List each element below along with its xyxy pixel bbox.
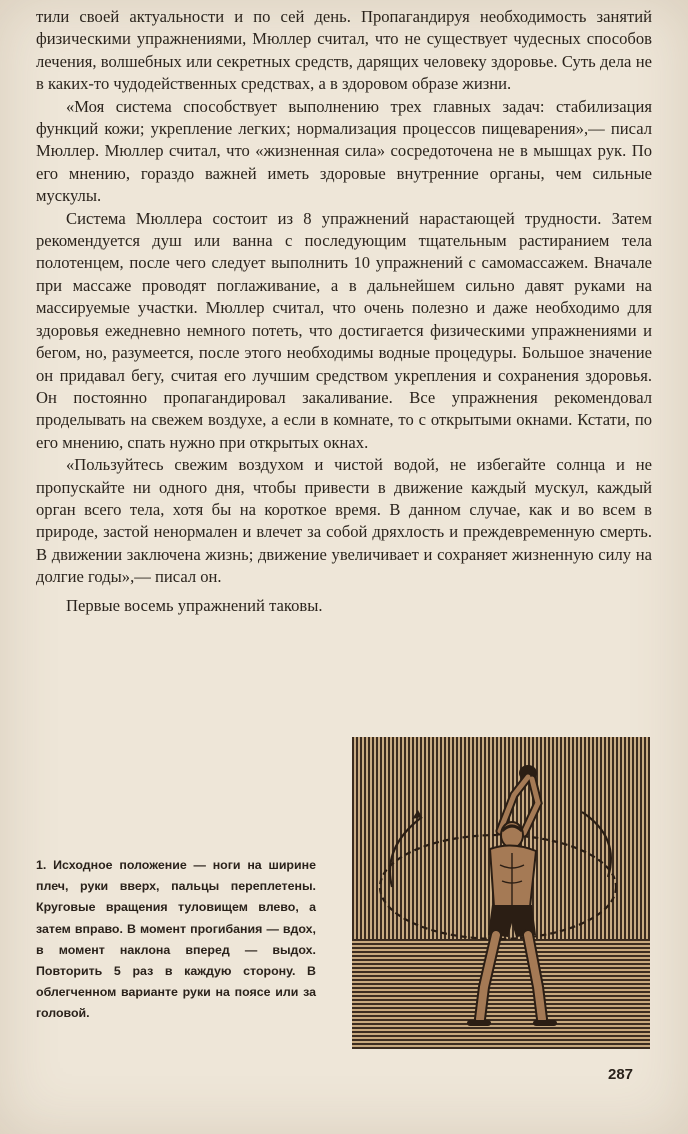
paragraph-4: «Пользуйтесь свежим воздухом и чистой водой, не избегайте солнца и не пропускайте ни одного дня, чтобы привести в движение каждый мускул, каждый орган всего тела, хотя бы на короткое время. В данном случае, как и во всем в природе, застой ненормален и влечет за собой дряхлость и преждевременную смерть. В движении заключена жизнь; движение увеличивает и сохраняет жизненную силу на долгие годы»,— писал он. — [36, 455, 652, 587]
figure-caption: 1. Исходное положение — ноги на ширине плеч, руки вверх, пальцы переплетены. Круговые вращения туловищем влево, а затем вправо. В момент прогибания — вдох, в момент наклона вперед — выдох. Повторить 5 раз в каждую сторону. В облегченном варианте руки на поясе или за головой. — [36, 858, 316, 1021]
paragraph-3: Система Мюллера состоит из 8 упражнений нарастающей трудности. Затем рекомендуется душ или ванна с последующим тщательным растиранием тела полотенцем, после чего следует выполнить 10 упражнений с самомассажем. Вначале при массаже проводят поглаживание, а в дальнейшем сильно давят руками на массируемые участки. Мюллер считал, что очень полезно и даже необходимо для здоровья ежедневно немного потеть, что достигается физическими упражнениями и бегом, но, разумеется, после этого необходимы водные процедуры. Большое значение он придавал бегу, считая его лучшим средством укрепления и сохранения здоровья. Он постоянно пропагандировал закаливание. Все упражнения рекомендовал проделывать на свежем воздухе, а если в комнате, то с открытыми окнами. Кстати, по его мнению, спать нужно при открытых окнах. — [36, 208, 652, 452]
page-number: 287 — [608, 1066, 634, 1083]
paragraph-2: «Моя система способствует выполнению трех главных задач: стабилизация функций кожи; укрепление легких; нормализация процессов пищеварения»,— писал Мюллер. Мюллер считал, что «жизненная сила» сосредоточена не в мышцах рук. По его мнению, гораздо важней иметь здоровые внутренние органы, чем сильные мускулы. — [36, 96, 652, 206]
paragraph-5: Первые восемь упражнений таковы. — [66, 595, 323, 615]
body-text — [36, 6, 652, 617]
paragraph-1: тили своей актуальности и по сей день. Пропагандируя необходимость занятий физическими упражнениями, Мюллер считал, что не существует чудесных способов лечения, волшебных или секретных средств, дарящих человеку здоровье. Суть дела не в каких-то чудодейственных средствах, а в здоровом образе жизни. — [36, 7, 652, 94]
man-exercising-figure — [352, 737, 650, 1049]
exercise-illustration — [352, 737, 650, 1049]
